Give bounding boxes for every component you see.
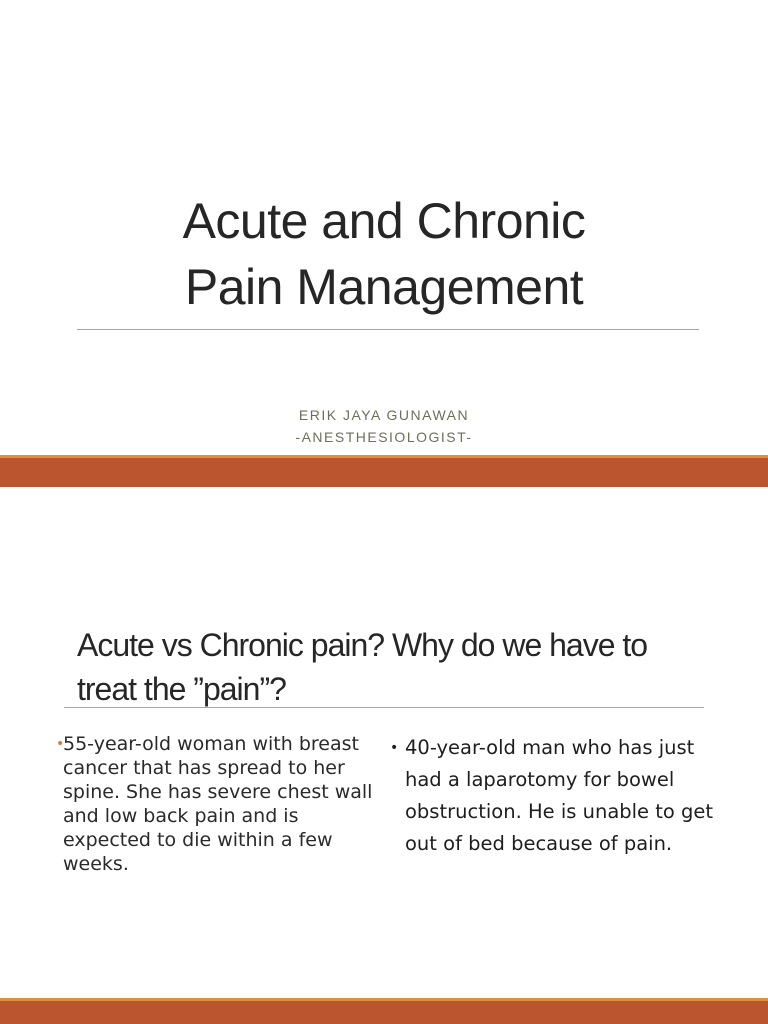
bullet-item-right <box>390 732 720 860</box>
content-title-divider <box>64 707 704 708</box>
bullet-item-left <box>56 732 376 876</box>
title-divider <box>77 329 699 330</box>
slide-separator-band <box>0 455 768 487</box>
content-slide-title: Acute vs Chronic pain? Why do we have to treat the ”pain”? <box>77 627 648 707</box>
slide-separator-band-edge <box>0 998 768 1001</box>
bullet-text-right: 40-year-old man who has just had a laparotomy for bowel obstruction. He is unable to get out of bed because of pain. <box>405 736 714 855</box>
bullet-marker-icon: • <box>390 740 399 756</box>
slide-separator-band <box>0 998 768 1024</box>
title-slide <box>0 0 768 455</box>
author-name: ERIK JAYA GUNAWAN <box>298 407 470 423</box>
content-slide <box>0 487 768 998</box>
slide-title-line-1: Acute and Chronic <box>182 193 586 249</box>
slide-subtitle <box>0 404 768 448</box>
bullet-text-left: 55-year-old woman with breast cancer that has spread to her spine. She has severe chest wall and low back pain and is expected to die within a few weeks. <box>63 733 373 875</box>
slide-separator-band-edge <box>0 455 768 458</box>
slide-title-line-2: Pain Management <box>184 259 584 315</box>
slide-title <box>0 188 768 320</box>
bullet-marker-icon: • <box>56 736 65 752</box>
author-role: -ANESTHESIOLOGIST- <box>295 429 473 445</box>
